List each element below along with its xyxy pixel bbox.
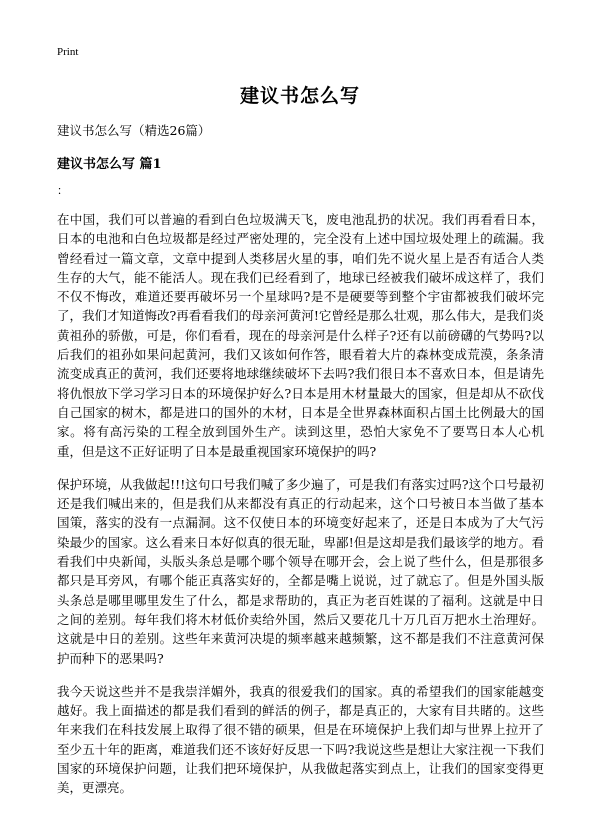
- section-heading: 建议书怎么写 篇1: [57, 157, 162, 172]
- punctuation-mark: ：: [57, 184, 68, 197]
- body-paragraph: 保护环境，从我做起!!!这句口号我们喊了多少遍了，可是我们有落实过吗?这个口号最初还是我们喊出来的，但是我们从来都没有真正的行动起来，这个口号被日本当做了基本国策，落实的没有一点漏洞。这不仅使日本的环境变好起来了，还是日本成为了大气污染最少的国家。这么看来日本好似真的很无耻，卑鄙!但是这却是我们最该学的地方。看看我们中央新闻，头版头条总是哪个哪个领导在哪开会，会上说了些什么，但是那很多都只是耳旁风，有哪个能正真落实好的，全都是嘴上说说，过了就忘了。但是外国头版头条总是哪里哪里发生了什么，都是求帮助的，真正为老百姓谋的了福利。这就是中日之间的差别。每年我们将木材低价卖给外国，然后又要花几十万几百万把水土治理好。这就是中日的差别。这些年来黄河决堤的频率越来越频繁，这不都是我们不注意黄河保护而种下的恶果吗?: [57, 476, 544, 666]
- document-body: [57, 210, 544, 812]
- print-link[interactable]: Print: [57, 46, 79, 58]
- document-subtitle: 建议书怎么写（精选26篇）: [57, 123, 211, 138]
- page-title: 建议书怎么写: [239, 85, 360, 107]
- body-paragraph: 我今天说这些并不是我崇洋媚外，我真的很爱我们的国家。真的希望我们的国家能越变越好。我上面描述的都是我们看到的鲜活的例子，都是真正的，大家有目共睹的。这些年来我们在科技发展上取得了很不错的硕果，但是在环境保护上我们却与世界上拉开了至少五十年的距离，难道我们还不该好好反思一下吗?我说这些是想让大家注视一下我们国家的环境保护问题，让我们把环境保护，从我做起落实到点上，让我们的国家变得更美，更漂亮。: [57, 683, 544, 796]
- body-paragraph: 在中国，我们可以普遍的看到白色垃圾满天飞，废电池乱扔的状况。我们再看看日本，日本的电池和白色垃圾都是经过严密处理的，完全没有上述中国垃圾处理上的疏漏。我曾经看过一篇文章，文章中提到人类移居火星的事，咱们先不说火星上是否有适合人类生存的大气，能不能活人。现在我们已经看到了，地球已经被我们破坏成这样了，我们不仅不悔改，难道还要再破坏另一个星球吗?是不是硬要等到整个宇宙都被我们破坏完了，我们才知道悔改?再看看我们的母亲河黄河!它曾经是那么壮观，那么伟大，是我们炎黄祖孙的骄傲，可是，你们看看，现在的母亲河是什么样子?还有以前磅礴的气势吗?以后我们的祖孙如果问起黄河，我们又该如何作答，眼看着大片的森林变成荒漠，条条清流变成真正的黄河，我们还要将地球继续破坏下去吗?我们很日本不喜欢日本，但是请先将仇恨放下学习学习日本的环境保护好么?日本是用木材量最大的国家，但是却从不砍伐自己国家的树木，都是进口的国外的木材，日本是全世界森林面积占国土比例最大的国家。将有高污染的工程全放到国外生产。读到这里，恐怕大家免不了要骂日本人心机重，但是这不正好证明了日本是最重视国家环境保护的吗?: [57, 212, 544, 459]
